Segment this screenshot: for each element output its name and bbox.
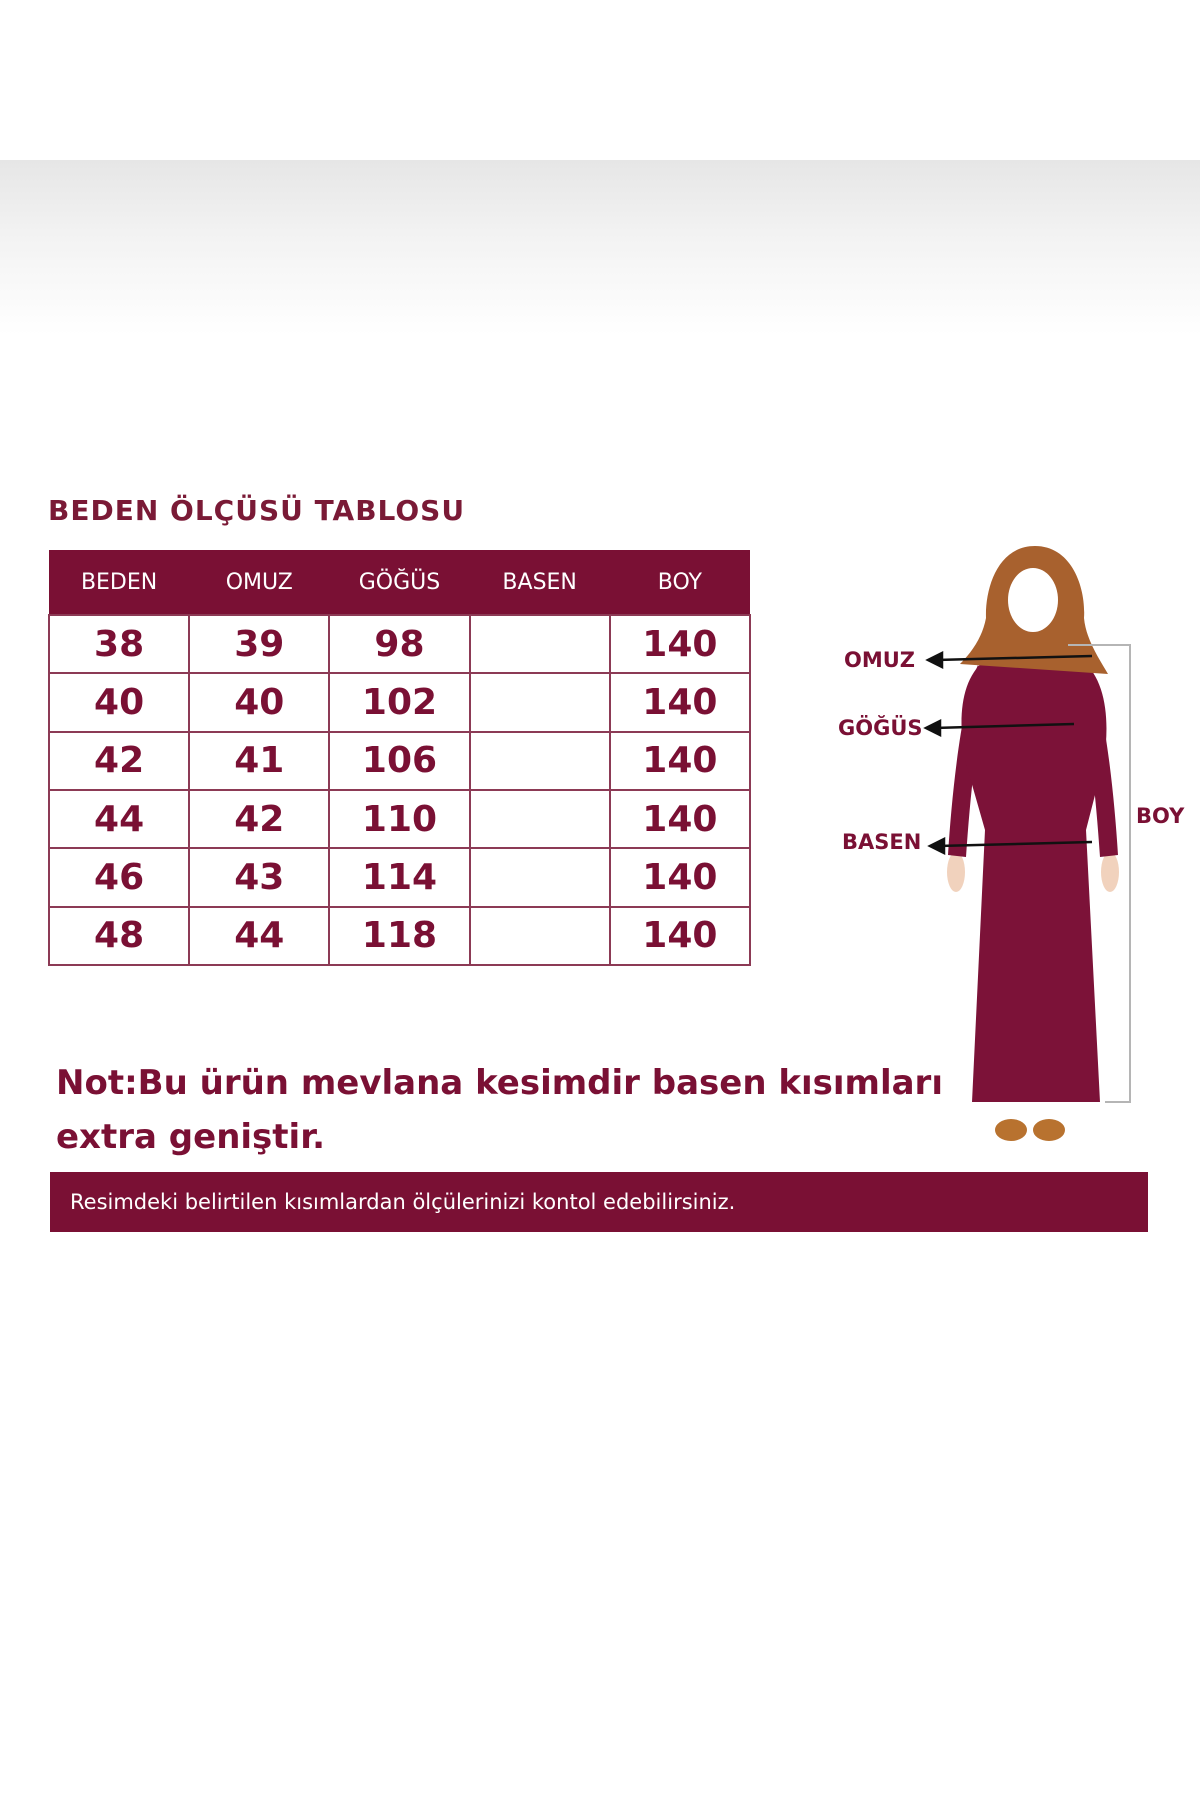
header-omuz: OMUZ <box>189 550 329 615</box>
label-omuz: OMUZ <box>844 648 916 672</box>
cell-beden: 42 <box>49 732 189 790</box>
cell-boy: 140 <box>610 907 750 965</box>
header-boy: BOY <box>610 550 750 615</box>
cell-omuz: 41 <box>189 732 329 790</box>
cell-omuz: 44 <box>189 907 329 965</box>
cell-boy: 140 <box>610 790 750 848</box>
cell-omuz: 40 <box>189 673 329 731</box>
right-hand <box>1101 852 1119 892</box>
cell-beden: 40 <box>49 673 189 731</box>
label-boy: BOY <box>1136 804 1185 828</box>
cell-gogus: 118 <box>329 907 469 965</box>
cell-gogus: 110 <box>329 790 469 848</box>
cell-gogus: 106 <box>329 732 469 790</box>
note-line-2: extra geniştir. <box>56 1117 326 1157</box>
cell-beden: 48 <box>49 907 189 965</box>
cell-beden: 46 <box>49 848 189 906</box>
banner-text: Resimdeki belirtilen kısımlardan ölçülerinizi kontol edebilirsiniz. <box>70 1190 736 1214</box>
note-line-1: Not:Bu ürün mevlana kesimdir basen kısımları <box>56 1063 943 1103</box>
header-basen: BASEN <box>470 550 610 615</box>
info-banner <box>50 1172 1148 1232</box>
face <box>1008 568 1058 632</box>
cell-omuz: 39 <box>189 615 329 673</box>
cell-omuz: 42 <box>189 790 329 848</box>
cell-beden: 44 <box>49 790 189 848</box>
cell-omuz: 43 <box>189 848 329 906</box>
right-shoe <box>1033 1119 1065 1141</box>
header-gogus: GÖĞÜS <box>329 550 469 615</box>
left-hand <box>947 852 965 892</box>
cell-boy: 140 <box>610 673 750 731</box>
product-note <box>56 1056 956 1164</box>
cell-boy: 140 <box>610 848 750 906</box>
cell-gogus: 114 <box>329 848 469 906</box>
label-gogus: GÖĞÜS <box>838 716 923 740</box>
label-basen: BASEN <box>842 830 922 854</box>
left-shoe <box>995 1119 1027 1141</box>
cell-gogus: 98 <box>329 615 469 673</box>
cell-beden: 38 <box>49 615 189 673</box>
cell-gogus: 102 <box>329 673 469 731</box>
page-title: BEDEN ÖLÇÜSÜ TABLOSU <box>48 494 466 527</box>
header-beden: BEDEN <box>49 550 189 615</box>
cell-boy: 140 <box>610 732 750 790</box>
cell-boy: 140 <box>610 615 750 673</box>
